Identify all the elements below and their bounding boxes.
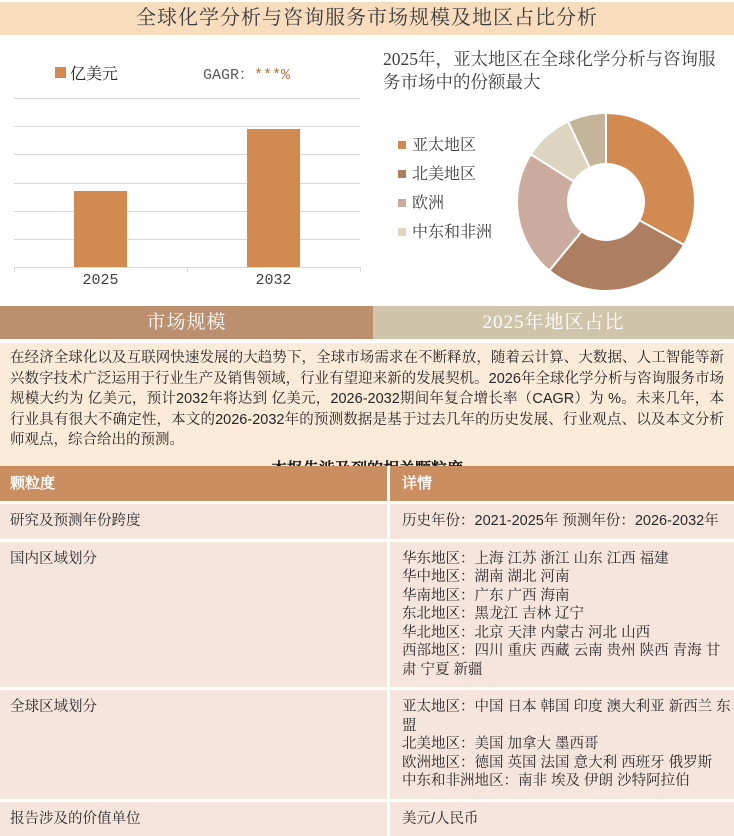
detail-line: 华中地区：湖南 湖北 河南: [402, 568, 734, 587]
bar-2025: [74, 191, 127, 267]
donut-chart: [510, 106, 702, 298]
table-row: [0, 542, 734, 688]
tab-region-share[interactable]: 2025年地区占比: [373, 306, 734, 339]
gagr-annotation: [203, 63, 290, 84]
donut-slice-亚太地区: [606, 113, 695, 245]
row-detail-cell: [390, 690, 734, 799]
detail-line: 北美地区：美国 加拿大 墨西哥: [402, 735, 734, 754]
detail-line: 历史年份：2021-2025年 预测年份：2026-2032年: [402, 512, 734, 531]
intro-section: [0, 343, 734, 466]
gridline: [14, 239, 360, 240]
detail-line: 东北地区：黑龙江 吉林 辽宁: [402, 605, 734, 624]
row-label-cell: 报告涉及的价值单位: [0, 802, 387, 836]
intro-paragraph: 在经济全球化以及互联网快速发展的大趋势下，全球市场需求在不断释放，随着云计算、大数据、人工智能等新兴数字技术广泛运用于行业生产及销售领域，行业有望迎来新的发展契机。2026年全球化学分析与咨询服务市场规模大约为 亿美元，预计2032年将达到 亿美元，2026-2032期间年复合增长率（CAGR）为 %。未来几年，本行业具有很大不确定性，本文的2026-2032年的预测数据是基于过去几年的历史发展、行业观点、以及本文分析师观点，综合给出的预测。: [10, 348, 724, 451]
bar-plot-area: [14, 98, 360, 267]
donut-chart-legend: [398, 136, 498, 252]
x-axis-tick: [360, 267, 361, 272]
gridline: [14, 211, 360, 212]
detail-line: 华南地区：广东 广西 海南: [402, 587, 734, 606]
table-row: [0, 504, 734, 539]
legend-label: 欧洲: [412, 194, 444, 214]
detail-line: 西部地区：四川 重庆 西藏 云南 贵州 陕西 青海 甘肃 宁夏 新疆: [402, 642, 734, 679]
detail-line: 中东和非洲地区：南非 埃及 伊朗 沙特阿拉伯: [402, 772, 734, 791]
x-axis-label: 2032: [234, 272, 314, 289]
gagr-value: ***%: [254, 67, 290, 84]
table-header-details: 详情: [390, 466, 734, 501]
bar-2032: [247, 129, 300, 267]
x-axis-tick: [187, 267, 188, 272]
donut-legend-item: [398, 136, 498, 156]
donut-legend-item: [398, 165, 498, 185]
row-label-cell: 全球区域划分: [0, 690, 387, 799]
donut-legend-item: [398, 194, 498, 214]
table-header-row: [0, 466, 734, 501]
table-header-granularity: 颗粒度: [0, 466, 387, 501]
row-label-cell: 国内区域划分: [0, 542, 387, 688]
detail-line: 欧洲地区：德国 英国 法国 意大利 西班牙 俄罗斯: [402, 754, 734, 773]
granularity-table: [0, 466, 734, 810]
legend-label: 北美地区: [412, 165, 476, 185]
bar-chart-legend: [55, 61, 118, 84]
gridline: [14, 126, 360, 127]
legend-swatch-icon: [398, 170, 406, 178]
detail-line: 华北地区：北京 天津 内蒙古 河北 山西: [402, 624, 734, 643]
row-label-cell: 研究及预测年份跨度: [0, 504, 387, 539]
gagr-label: GAGR：: [203, 67, 254, 84]
gridline: [14, 183, 360, 184]
legend-label: 中东和非洲: [412, 223, 492, 243]
legend-swatch-icon: [398, 141, 406, 149]
gridline: [14, 98, 360, 99]
donut-legend-item: [398, 223, 498, 243]
x-axis-tick: [14, 267, 15, 272]
x-axis-label: 2025: [61, 272, 141, 289]
legend-swatch-icon: [398, 199, 406, 207]
bar-chart: [10, 45, 370, 303]
legend-label: 亚太地区: [412, 136, 476, 156]
gridline: [14, 154, 360, 155]
tab-market-size[interactable]: 市场规模: [0, 306, 373, 339]
detail-line: 亚太地区：中国 日本 韩国 印度 澳大利亚 新西兰 东盟: [402, 698, 734, 735]
legend-label: 亿美元: [70, 61, 118, 84]
table-row: [0, 690, 734, 799]
row-detail-cell: [390, 542, 734, 688]
row-detail-cell: [390, 802, 734, 836]
donut-chart-title: 2025年，亚太地区在全球化学分析与咨询服务市场中的份额最大: [383, 48, 730, 94]
detail-line: 华东地区：上海 江苏 浙江 山东 江西 福建: [402, 550, 734, 569]
page-title: 全球化学分析与咨询服务市场规模及地区占比分析: [0, 2, 734, 35]
row-detail-cell: [390, 504, 734, 539]
legend-swatch-icon: [55, 67, 66, 78]
detail-line: 美元/人民币: [402, 810, 734, 829]
section-tabs: [0, 306, 734, 339]
legend-swatch-icon: [398, 228, 406, 236]
table-row: [0, 802, 734, 836]
